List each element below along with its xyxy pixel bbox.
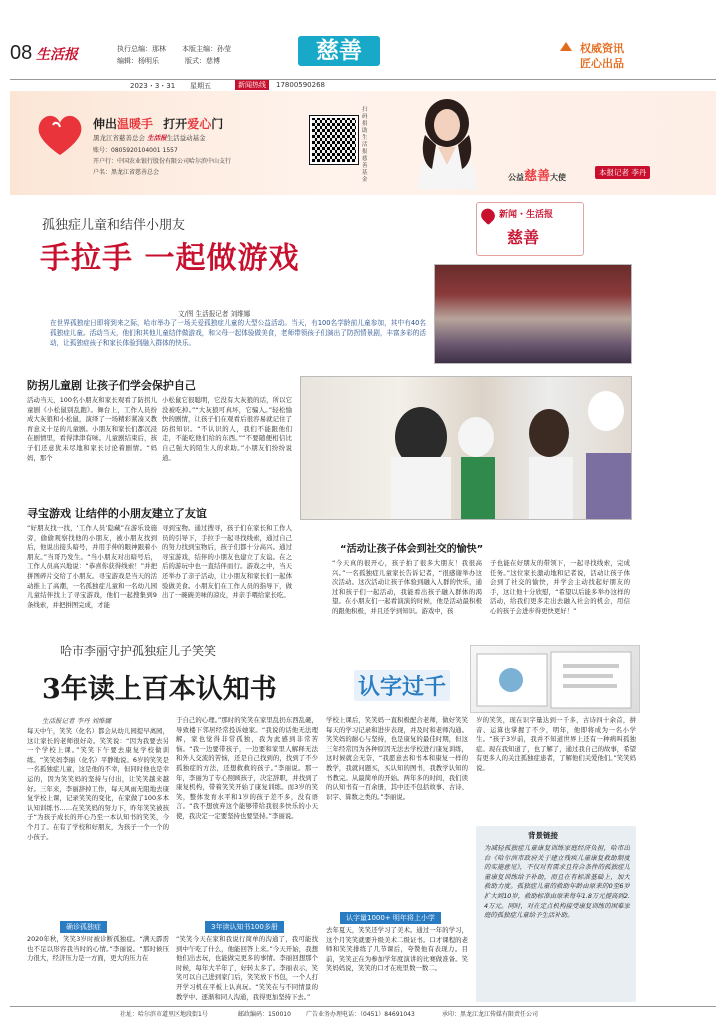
section-editor: 本版主编：孙莹 <box>182 45 231 53</box>
footer-postcode: 邮政编码：150010 <box>238 1011 291 1018</box>
banner-headline <box>93 115 223 132</box>
issue-date: 2023・3・31 <box>130 82 176 90</box>
story1-photo-kids <box>300 376 632 520</box>
footer-bar <box>10 1006 716 1018</box>
story1-byline: 文/图 生活报记者 刘维娜 <box>178 310 251 318</box>
story2-byline: 生活报记者 李丹 刘维娜 <box>42 717 112 725</box>
story2-col2b: “笑笑今天在家和我说行简单的沟通了，我可能找到中午吃了什么，他能回答上来。”今天开始，我想他们出去玩，也能做完更多的事情。李丽回想那个时候，每年大半年了，好转太多了。李丽表示，笑笑可以自己进到家门后，笑笑放下书包，一个人打开学习机在平板上认真玩。“笑笑在与不同情景的教学中、逐渐和同人沟通，我得更加坚持下去。” <box>176 935 318 1001</box>
footer-ad-phone: 广告业务办理电话：（0451）84691043 <box>306 1011 415 1018</box>
page-number: 08 <box>10 42 33 64</box>
footer-printer: 承印：黑龙江龙江传媒有限责任公司 <box>442 1011 539 1018</box>
logo-section-name: 慈善 <box>507 228 540 247</box>
account-name: 户名：黑龙江省慈善总会 <box>93 169 160 176</box>
banner-title-emph: 温暖手 <box>117 117 154 131</box>
story1-photo-event <box>434 264 632 364</box>
heart-icon <box>35 111 85 159</box>
story2-col3: 学校上课后，笑笑妈一直积极配合老师，做好笑笑每天的学习记录和进步表现，并及时和老师沟通。笑笑妈的耐心与坚持，也是康复的最佳时期，但这三年经常因为各种原因无法去学校进行康复训练，这时候就会无奈，“我愿意去和书本和康复一样的教学，我就问题买，买认知的图书，我教学认知的书教完。从最简单的开始。两年多的时间，我们读的认知书有一百余册，其中还不包括故事、古诗、识字、算数之类的。”李丽说。 <box>326 716 468 801</box>
ambassador-c: 大使 <box>550 173 567 182</box>
story1-col1: 活动当天，100名小朋友和家长观看了防拐儿童剧《小松鼠别乱跑》。舞台上，工作人员扮成大灰狼和小松鼠，演绎了一场精彩紧凑又教育意义十足的儿童剧。小朋友和家长们都沉浸在剧情里，看得津津有味。儿童剧结束后，孩子们还意犹未尽地和家长讨论着剧情。“妈妈，那个 <box>27 396 157 462</box>
sponsor-name: 黑龙江省慈善总会 <box>93 134 145 142</box>
story2-col2: 于自己的心理。”那时的笑笑在家里乱扔东西乱砸，导致楼下邻居经常投诉她家。“我说的话他无法理解，家也觉得非常孤独，我为此感到非常苦恼。“我一边要带孩子，一边要和家里人解释无法和外人交流的苦恼，还是自己找到的，找到了不少孤独症的方法，还想救救的孩子。”李丽说。那一年，李丽为了专心照顾孩子，决定辞职，并找到了康复机构，带着笑笑开始了康复训练。而3岁的笑笑，整体发育水平和1岁的孩子差不多，没有语言。“我不想放弃这个能够带给我很多快乐的小天使，我决定一定要坚持也要坚持。”李丽说。 <box>176 716 318 820</box>
story1-col6: 子也能在好朋友的带领下，一起寻找线索，完成任务。”这位家长激动地和记者说，活动让孩子体会到了社交的愉快，并学会主动找起好朋友的手，这让他十分欣慰，“希望以后能多举办这样的活动，给我们更多走出去融入社会的机会，用信心的孩子会进步得更快更好！” <box>490 559 630 615</box>
ambassador-b: 慈善 <box>524 169 551 184</box>
story1-kicker: 孤独症儿童和结伴小朋友 <box>42 218 186 233</box>
sponsor-paper: 生活报 <box>147 134 167 142</box>
story2-subhead-1: 确诊孤独症 <box>60 921 107 933</box>
reporter-tag: 本报记者 李丹 <box>595 166 650 179</box>
banner-title-part: 门 <box>211 117 224 131</box>
issue-weekday: 星期五 <box>190 82 211 90</box>
ambassador-a: 公益 <box>508 173 524 182</box>
ambassador-label <box>508 165 566 184</box>
story2-kicker: 哈市李丽守护孤独症儿子笑笑 <box>60 644 217 658</box>
banner-title-part: 打开 <box>163 117 188 131</box>
story1-subhead-1: 防拐儿童剧 让孩子们学会保护自己 <box>27 379 196 392</box>
qr-code[interactable] <box>310 116 358 164</box>
story1-col4: 寻到宝物。通过搜寻，孩子们在家长和工作人员的引导下，手拉手一起寻找线索，通过自己的努力找到宝物后，孩子们都十分高兴。通过寻宝游戏，结伴的小朋友也建立了友谊。在之后的游玩中也一直结伴而行。游戏之中，当天还举办了亲子活动，让小朋友和家长们一起体验做美食。小朋友们在工作人员的指导下，做出了一碗碗美味的凉皮，并亲手喂给家长吃。 <box>162 524 292 600</box>
background-title: 背景链接 <box>528 831 558 840</box>
bank-account: 账号：0805920104001 1557 <box>93 147 178 154</box>
ambassador-photo <box>410 95 485 189</box>
arrow-icon <box>560 42 572 51</box>
page-designer: 版式：慈博 <box>185 57 220 65</box>
story2-photo-book <box>470 645 640 713</box>
banner-title-part: 伸出 <box>93 117 118 131</box>
story2-col4: 岁的笑笑，现在识字量达到一千多，古诗四十余首，拼音、运算也掌握了不少，明年，他即将成为一名小学生。“孩子3岁前，我并不知道世界上还有一种病叫孤独症。现在我知道了，也了解了，通过我自己的故事，希望有更多人的关注孤独症患者，了解他们关爱他们。”笑笑妈说。 <box>476 716 636 772</box>
banner-sponsor <box>93 133 206 142</box>
hotline-number: 17800590268 <box>276 81 325 89</box>
paper-name: 生活报 <box>36 47 78 63</box>
qr-caption: 扫码捐助 生活报 慈善基金 <box>362 107 368 183</box>
exec-editor: 执行总编：那林 <box>117 45 166 53</box>
story1-subhead-3: “活动让孩子体会到社交的愉快” <box>340 544 484 555</box>
story2-col1: 每天中午，笑笑（化名）都会从幼儿园提早离园，这让家长的老师很好奇。笑笑说：“因为我要去另一个学校上课。”笑笑下午要去康复学校做训练。“笑笑妈李丽（化名）平静地说。6岁的笑笑是一名孤独症儿童，这是他的不幸，但同时他也是幸运的，因为笑笑妈的坚持与付出，让笑笑越来越好。三年来，李丽辞掉工作，每天风雨无阻地去康复学校上课，记录笑笑的变化，在家做了100多本认知训练书……在笑笑妈的努力下，昨年笑笑被孩子“为孩子成长的开心乃至一本认知书的笑笑，今个月了。在有了学校和好朋友，为孩子一个一个的小孩子。 <box>27 727 169 841</box>
banner-title-emph: 爱心 <box>187 117 212 131</box>
background-box <box>476 826 636 1002</box>
logo-paper-name: 新闻・生活报 <box>499 210 554 220</box>
background-text: 为减轻孤独症儿童康复训练家庭经济负担，哈市出台《哈尔滨市政府关于建立残疾儿童康复救助制度的实施意见》，不仅对有需求且符合条件的孤独症儿童康复训练给予补助，而且在有标准基础上，加大救助力度。孤独症儿童的救助年龄由原来的0至6岁扩大到10岁，救助标准由原来每年1.8万元提高到2.4万元。同时，对在定点机构接受康复训练的困难家庭的孤独症儿童给予生活补助。 <box>484 844 630 920</box>
section-logo <box>476 202 584 256</box>
page-header <box>10 40 716 80</box>
footer-address: 社址：哈尔滨市道里区地段街1号 <box>120 1011 208 1018</box>
page-editor: 编辑：杨明乐 <box>117 57 159 65</box>
story2-headline-accent: 认字过千 <box>354 670 450 701</box>
sponsor-fund: 生活益动基金 <box>166 134 206 142</box>
story2-headline: 3年读上百本认知书 <box>42 674 277 705</box>
story2-subhead-3: 认字量1000+ 明年将上小学 <box>340 912 441 924</box>
bank-name: 开户行：中国农业银行股份有限公司哈尔滨中山支行 <box>93 158 232 165</box>
slogan-2: 匠心出品 <box>580 57 624 70</box>
story1-subhead-2: 寻宝游戏 让结伴的小朋友建立了友谊 <box>27 507 207 520</box>
story1-lead: 在世界孤独症日即将到来之际，哈市举办了一场关爱孤独症儿童的大型公益活动。当天，有100名学龄前儿童参加，其中有40名孤独症儿童。活动当天，他们和其他儿童结伴做游戏，和父母一起体验做美食，老师带领孩子们演出了防拐情景剧，丰富多彩的活动，让孤独症孩子和家长体验到融入群体的快乐。 <box>50 319 426 347</box>
charity-banner <box>10 91 716 195</box>
story1-col2: 小松鼠它很聪明，它没有大灰狼的话，所以它没被吃掉。”“大灰狼可真坏，它骗人。”轻松愉快的剧情，让孩子们在观看后很容易就记住了防拐知识。“不认识的人，我们不能跟他们走，不能吃他们给的东西。”“不要随便相信比自己强大的陌生人的求助。”小朋友们纷纷说道。 <box>162 396 292 462</box>
section-title: 慈善 <box>316 38 362 64</box>
logo-heart-icon <box>478 206 497 225</box>
story2-col1b: 2020年秋，笑笑3岁时被诊断孤独症。“满天霹雳也不足以形容我当时的心情。”李丽说。“那时候压力很大，经济压力是一方面，更大的压力在 <box>27 935 169 963</box>
story1-col5: “今天真的很开心，孩子拍了很多大朋友！我很高兴。”一名孤独症儿童家长告诉记者，“很感谢举办这次活动。这次活动让孩子体验到融入人群的快乐，通过和孩子们一起活动，我能看出孩子融入群体的渴望。在小朋友们一起看演演的时候，他是活动最积极的跟他积极，并且还学到知识。游戏中，孩 <box>332 559 482 615</box>
slogan-1: 权威资讯 <box>580 42 624 55</box>
story1-headline: 手拉手 一起做游戏 <box>40 241 300 276</box>
story2-subhead-2: 3年读认知书100多册 <box>205 921 284 933</box>
story2-col3b: 去年夏天，笑笑还学习了美术。通过一年的学习，这个月笑笑就要升级美术二级证书。口才课程的老师和笑笑排练了几节课后，夸赞他有表现力。目前，笑笑正在为参加学年度演讲的比赛做准备。笑笑妈妈说，笑笑的口才在班里数一数二。 <box>326 926 468 973</box>
hotline-label: 新闻热线 <box>235 80 269 90</box>
story1-col3: “好朋友找一找，‘工作人员’隐藏”在游乐设施旁，偷偷观察找他的小朋友，被小朋友找到后，他说出接头暗号，并用手伸的眼神跟着小朋友。”当哥乃发生。“当小朋友对出暗号后，工作人员高兴地说：“恭喜你获得线索！”并把拼图碎片交给了小朋友。寻宝游戏是当天的活动推上了高潮，一名孤独症儿童和一名幼儿园儿童结伴找上了寻宝游戏，他们一起搜集到9条线索，并把拼图完成，才能 <box>27 524 157 609</box>
date-bar <box>10 79 716 90</box>
